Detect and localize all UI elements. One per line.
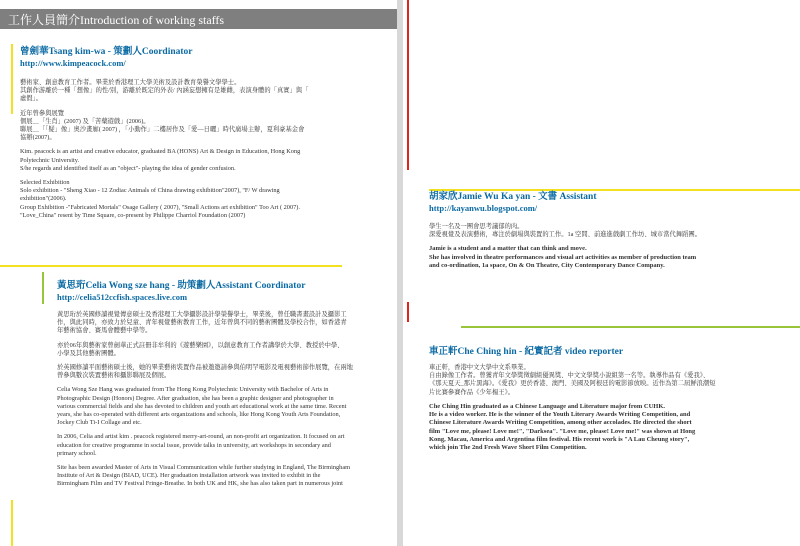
en-bio-line: He is a video worker. He is the winner of the Youth Literary Awards Writing Competition, and bbox=[429, 411, 691, 419]
zh-exhibition-line: 聯展＿「「疑」像」奧沙畫廊( 2007) ，「小動作」二樓居作及「愛—日曬」時代廣場主辦，夏利豪基金會 bbox=[20, 126, 305, 134]
zh-bio-line: 年藝術協會、賽馬會體藝中學等。 bbox=[57, 327, 152, 335]
en-bio-line: Site has been awarded Master of Arts in Visual Communication while further studying in England, The Birmingham bbox=[57, 464, 351, 472]
zh-exhibition-line: 協辦(2007)。 bbox=[20, 134, 56, 142]
zh-bio-line: 學生一名及一團會思考議郁的肉。 bbox=[429, 223, 524, 230]
en-bio-line: In 2006, Celia and artist kim . peacock registered merry-art-round, an non-profit art organization. It focused on art bbox=[57, 433, 345, 441]
zh-bio-line: 《那天夏天_那片黑海》。《愛我》更於香港、澳門、美國及阿根廷的電影節放映。近作為第二屆鮮浪潮短 bbox=[429, 380, 716, 388]
en-exhibition-line: "Love_China" resent by Time Square, co-present by Philippe Charriol Foundation (2007) bbox=[20, 211, 246, 219]
en-bio-line: Jockey Club Ti-I Collage and etc. bbox=[57, 419, 142, 427]
zh-bio-line: 亦於06年與藝術家曾劍華正式註冊非牟利的《遊藝樂園》，以創意教育工作者講學於大學、教授於中學、 bbox=[57, 341, 344, 349]
staff-url-link[interactable]: http://www.kimpeacock.com/ bbox=[20, 58, 126, 68]
en-bio-line: Che Ching Hin graduated as a Chinese Language and Literature major from CUHK. bbox=[429, 402, 665, 410]
staff-name: 車正軒Che Ching hin - 紀實記者 video reporter bbox=[429, 347, 624, 357]
yellow-rule-bottom bbox=[11, 500, 13, 546]
en-bio-line: Kong, Macau, America and Argentina film festival. His recent work is "A Lau Cheung story", bbox=[429, 436, 690, 443]
green-divider-right bbox=[461, 326, 800, 328]
yellow-divider bbox=[0, 265, 342, 267]
en-bio-line: Photographic Design (Honors) Degree. After graduation, she has been a graphic designer and photographer in bbox=[57, 394, 334, 402]
zh-bio-line: 自由錄像工作者。曾獲青年文學獎徵劇組優異獎、中文文學獎小說組第一名等。執導作品有《愛我》、 bbox=[429, 372, 710, 380]
en-bio-line: various commercial fields and she has devoted to children and youth art educational work at the same time. Recent bbox=[57, 402, 347, 410]
en-bio-line: primary school. bbox=[57, 449, 97, 457]
zh-bio-line: 曾參與數次裝置藝術和攝影聯展及個展。 bbox=[57, 372, 171, 380]
staff-che bbox=[429, 347, 797, 453]
en-bio-line: Jamie is a student and a matter that can think and move. bbox=[429, 245, 587, 253]
red-rule-mid bbox=[407, 302, 409, 322]
en-exhibition-title: Selected Exhibition bbox=[20, 179, 70, 187]
en-exhibition-line: Group Exhibition -"Fabricated Mortals" Osage Gallery ( 2007), "Small Actions art exhibition" Too Art ( 2007). bbox=[20, 203, 300, 211]
staff-wong bbox=[57, 281, 387, 489]
zh-bio-line: 片比賽參賽作品《少年楊王》。 bbox=[429, 388, 515, 396]
yellow-rule-top bbox=[11, 44, 13, 114]
red-rule-top bbox=[407, 0, 409, 170]
zh-bio-line: 其創作游離於一種「想像」的性/別，游離於既定的外表/ 內涵妄想擁有是雄雌，表演身體的「真實」與「 bbox=[20, 87, 309, 95]
en-bio-line: which join The 2nd Fresh Wave Short Film Competition. bbox=[429, 444, 587, 452]
en-bio-line: She has involved in theatre performances and visual art activities as member of production team bbox=[429, 253, 697, 261]
en-exhibition-line: exhibition"(2006). bbox=[20, 195, 67, 203]
staff-url-link[interactable]: http://kayanwu.blogspot.com/ bbox=[429, 203, 538, 213]
en-bio-line: Polytechnic University. bbox=[20, 156, 80, 164]
en-bio-line: Celia Wong Sze Hang was graduated from The Hong Kong Polytechnic University with Bachelor of Arts in bbox=[57, 386, 329, 394]
en-bio-line: S/he regards and identified itself as an "object"- playing the idea of gender confusion. bbox=[20, 164, 236, 172]
staff-name: 曾劍華Tsang kim-wa - 策劃人Coordinator bbox=[20, 47, 193, 57]
en-bio-line: and co-ordination, 1a space, On & On Theatre, City Contemporary Dance Company. bbox=[429, 262, 665, 269]
en-bio-line: Chinese Literature Awards Writing Competition, among other accolades. He directed the short bbox=[429, 419, 692, 427]
zh-bio-line: 黃思珩於英國修讀視覺傳意碩士及香港理工大學攝影設計學榮譽學士，畢業後，曾任職書畫設計及攝影工 bbox=[57, 311, 347, 318]
en-bio-line: Birmingham Film and TV Festival Fringe-Breathe. In both UK and HK, she has also taken part in numerous joint bbox=[57, 480, 343, 488]
zh-exhibition-title: 近年曾參與展覽 bbox=[20, 109, 65, 117]
en-bio-line: years, she has co-operated with different arts organizations and schools, like Hong Kong Youth Arts Foundation, bbox=[57, 411, 341, 419]
en-bio-line: Institute of Art & Design (BIAD, UCE). Her graduation installation artwork was invited to exhibit in the bbox=[57, 472, 321, 480]
staff-wu bbox=[429, 192, 797, 270]
zh-exhibition-line: 個展＿「生肖」(2007) 及「苦藥遊戲」(2006)。 bbox=[20, 117, 150, 125]
yellow-divider-right bbox=[429, 189, 800, 191]
staff-name: 黃思珩Celia Wong sze hang - 助策劃人Assistant Coordinator bbox=[57, 281, 306, 291]
zh-bio-line: 於英國修讀平面藝術碩士後，她的畢業藝術裝置作品被邀邀請參與伯明罕電影及電視藝術節作展覽，在兩地 bbox=[57, 364, 353, 372]
green-rule bbox=[42, 272, 44, 304]
zh-bio-line: 作，與此同時，亦致力於兒童、青年視覺藝術教育工作，近年曾與不同的藝術團體及學校合作，如香港青 bbox=[57, 319, 347, 327]
en-bio-line: Kim. peacock is an artist and creative educator, graduated BA (HONS) Art & Design in Education, Hong Kong bbox=[20, 148, 301, 156]
en-exhibition-line: Solo exhibition - "Sheng Xiao - 12 Zodiac Animals of China drawing exhibition"2007), "F/ W drawing bbox=[20, 187, 280, 195]
left-page bbox=[0, 0, 397, 546]
staff-url-link[interactable]: http://celia512ccfish.spaces.live.com bbox=[57, 292, 188, 302]
en-bio-line: education for creative programme in social issue, provide talks in university, art workshops in secondary and bbox=[57, 441, 331, 449]
header-bar bbox=[0, 9, 397, 29]
zh-bio-line: 小學及其他藝術團體。 bbox=[57, 349, 120, 357]
zh-bio-line: 藝術家、創意教育工作者。畢業於香港理工大學美術及設計教育榮譽文學學士。 bbox=[20, 79, 241, 86]
zh-bio-line: 深愛視覺及表演藝術，專注於劇場與裝置的工作。1a 空間、前進進戲劇工作坊、城市當代舞蹈團。 bbox=[429, 231, 701, 239]
staff-name: 胡家欣Jamie Wu Ka yan - 文書 Assistant bbox=[429, 192, 597, 202]
zh-bio-line: 虛假」。 bbox=[20, 95, 43, 103]
right-page bbox=[403, 0, 800, 546]
en-bio-line: film "Love me, please! Love me!", "Darksea". "Love me, please! Love me!" was shown at Hong bbox=[429, 427, 696, 435]
page-title: 工作人員簡介Introduction of working staffs bbox=[8, 13, 225, 27]
staff-tsang bbox=[20, 47, 370, 220]
zh-bio-line: 車正軒，香港中文大學中文系畢業。 bbox=[429, 364, 530, 371]
